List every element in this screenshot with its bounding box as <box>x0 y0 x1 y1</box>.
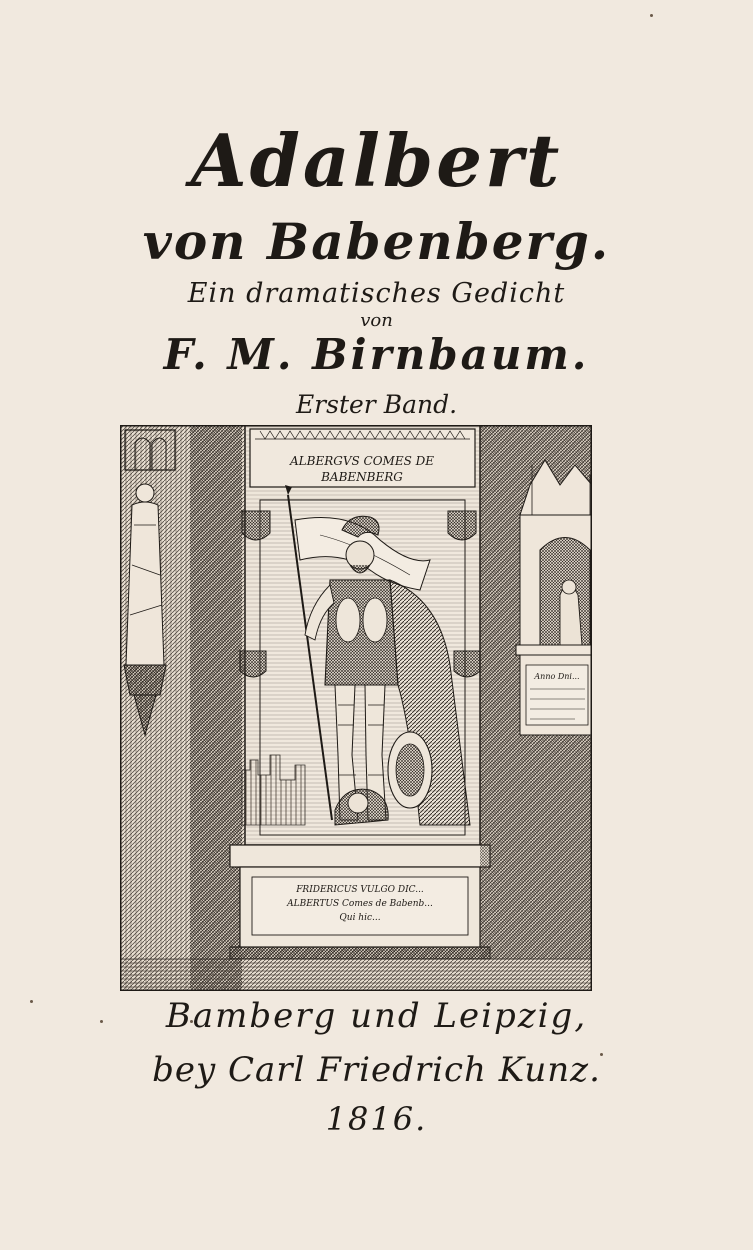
imprint-year: 1816. <box>325 1100 428 1138</box>
author-name: F. M. Birnbaum. <box>163 330 590 379</box>
imprint-place: Bamberg und Leipzig, <box>165 996 588 1036</box>
title-line-2: von Babenberg. <box>142 212 611 271</box>
side-plaque-text: Anno Dni... <box>534 672 580 681</box>
volume-label: Erster Band. <box>295 390 458 419</box>
subtitle: Ein dramatisches Gedicht <box>187 278 566 309</box>
base-inscription-line-1: FRIDERICUS VULGO DIC... <box>296 885 424 895</box>
top-inscription-line-1: ALBERGVS COMES DE <box>289 454 435 468</box>
paper-speck <box>650 14 653 17</box>
base-inscription-line-2: ALBERTUS Comes de Babenb... <box>287 899 433 909</box>
side-monument-icon <box>516 460 592 735</box>
title-line-1: Adalbert <box>190 118 563 203</box>
base-inscription-line-3: Qui hic... <box>339 913 381 923</box>
top-inscription-line-2: BABENBERG <box>321 470 403 484</box>
by-line: von <box>360 310 393 331</box>
imprint-publisher: bey Carl Friedrich Kunz. <box>152 1050 601 1090</box>
frontispiece-engraving <box>120 425 592 991</box>
